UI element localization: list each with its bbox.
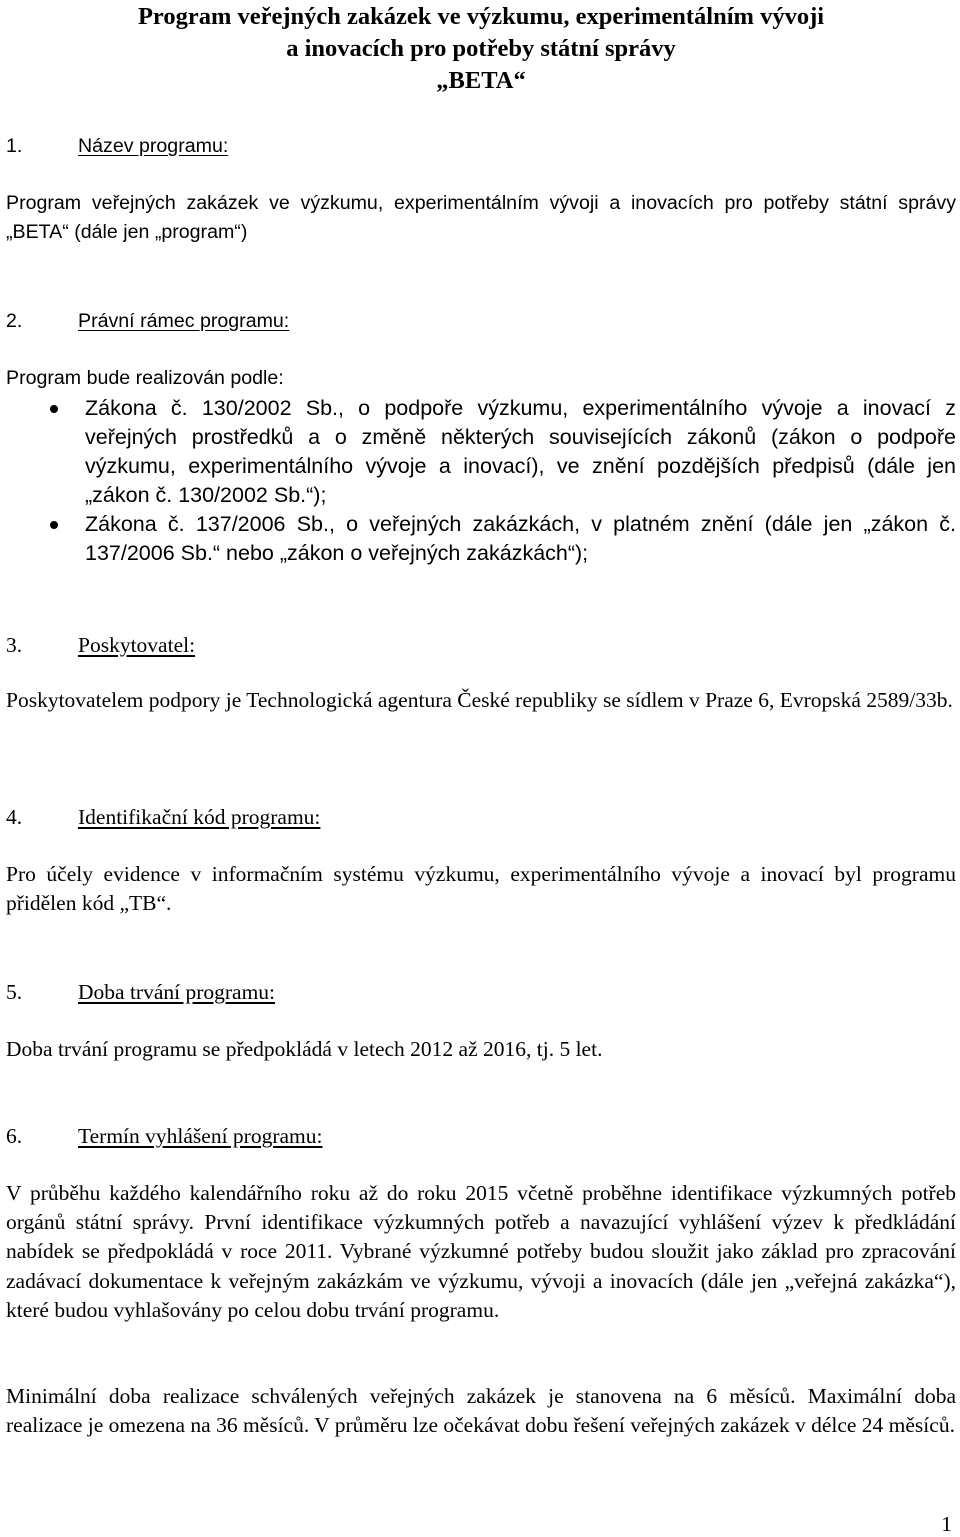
section-title: Poskytovatel: [78,633,196,657]
section-6-heading [6,1122,323,1150]
section-1-heading [6,132,228,160]
bullet-icon [50,521,58,529]
document-page [6,0,956,1438]
bullet-icon [50,405,58,413]
section-number: 4. [6,805,23,829]
document-title [6,0,956,97]
section-number: 5. [6,980,23,1004]
section-title: Doba trvání programu: [78,980,276,1004]
section-5-heading [6,978,275,1006]
section-number: 1. [6,135,23,157]
section-3-heading [6,631,195,659]
section-4-heading [6,803,320,831]
section-number: 3. [6,633,23,657]
list-item-text: Zákona č. 130/2002 Sb., o podpoře výzkumu, experimentálního vývoje a inovací z veřejných prostředků a o změně některých souvisejících zákonů (zákon o podpoře výzkumu, experimentálního vývoje a inovací), ve znění pozdějších předpisů (dále jen „zákon č. 130/2002 Sb.“); [85,396,956,507]
section-number: 6. [6,1124,23,1148]
legal-framework-list [6,394,956,568]
page-number: 1 [941,1512,952,1536]
section-title: Termín vyhlášení programu: [78,1124,323,1148]
section-title: Název programu: [78,135,229,157]
section-6-paragraph-1: V průběhu každého kalendářního roku až do roku 2015 včetně proběhne identifikace výzkumných potřeb orgánů státní správy. První identifikace výzkumných potřeb a navazující vyhlášení výzev k předkládání nabídek se předpokládá v roce 2011. Vybrané výzkumné potřeby budou sloužit jako základ pro zpracování zadávací dokumentace k veřejným zakázkám ve výzkumu, vývoji a inovacích (dále jen „veřejná zakázka“), které budou vyhlašovány po celou dobu trvání programu. [6,1181,956,1322]
section-4-paragraph: Pro účely evidence v informačním systému výzkumu, experimentálního vývoje a inovací byl programu přidělen kód „TB“. [6,862,956,916]
section-1-paragraph: Program veřejných zakázek ve výzkumu, experimentálním vývoji a inovacích pro potřeby státní správy „BETA“ (dále jen „program“) [6,192,956,244]
section-3-paragraph: Poskytovatelem podpory je Technologická agentura České republiky se sídlem v Praze 6, Evropská 2589/33b. [6,688,953,712]
list-item [6,510,956,568]
list-item [6,394,956,510]
title-line-1: Program veřejných zakázek ve výzkumu, experimentálním vývoji [137,3,825,30]
section-5-paragraph: Doba trvání programu se předpokládá v letech 2012 až 2016, tj. 5 let. [6,1037,603,1061]
section-title: Právní rámec programu: [78,310,290,332]
title-line-3: „BETA“ [436,67,526,94]
section-2-heading [6,307,289,335]
title-line-2: a inovacích pro potřeby státní správy [286,35,676,62]
section-6-paragraph-2: Minimální doba realizace schválených veřejných zakázek je stanovena na 6 měsíců. Maximální doba realizace je omezena na 36 měsíců. V průměru lze očekávat dobu řešení veřejných zakázek v délce 24 měsíců. [6,1384,956,1438]
section-2-paragraph: Program bude realizován podle: [6,367,284,389]
section-number: 2. [6,310,23,332]
list-item-text: Zákona č. 137/2006 Sb., o veřejných zakázkách, v platném znění (dále jen „zákon č. 137/2006 Sb.“ nebo „zákon o veřejných zakázkách“); [85,512,956,565]
section-title: Identifikační kód programu: [78,805,321,829]
